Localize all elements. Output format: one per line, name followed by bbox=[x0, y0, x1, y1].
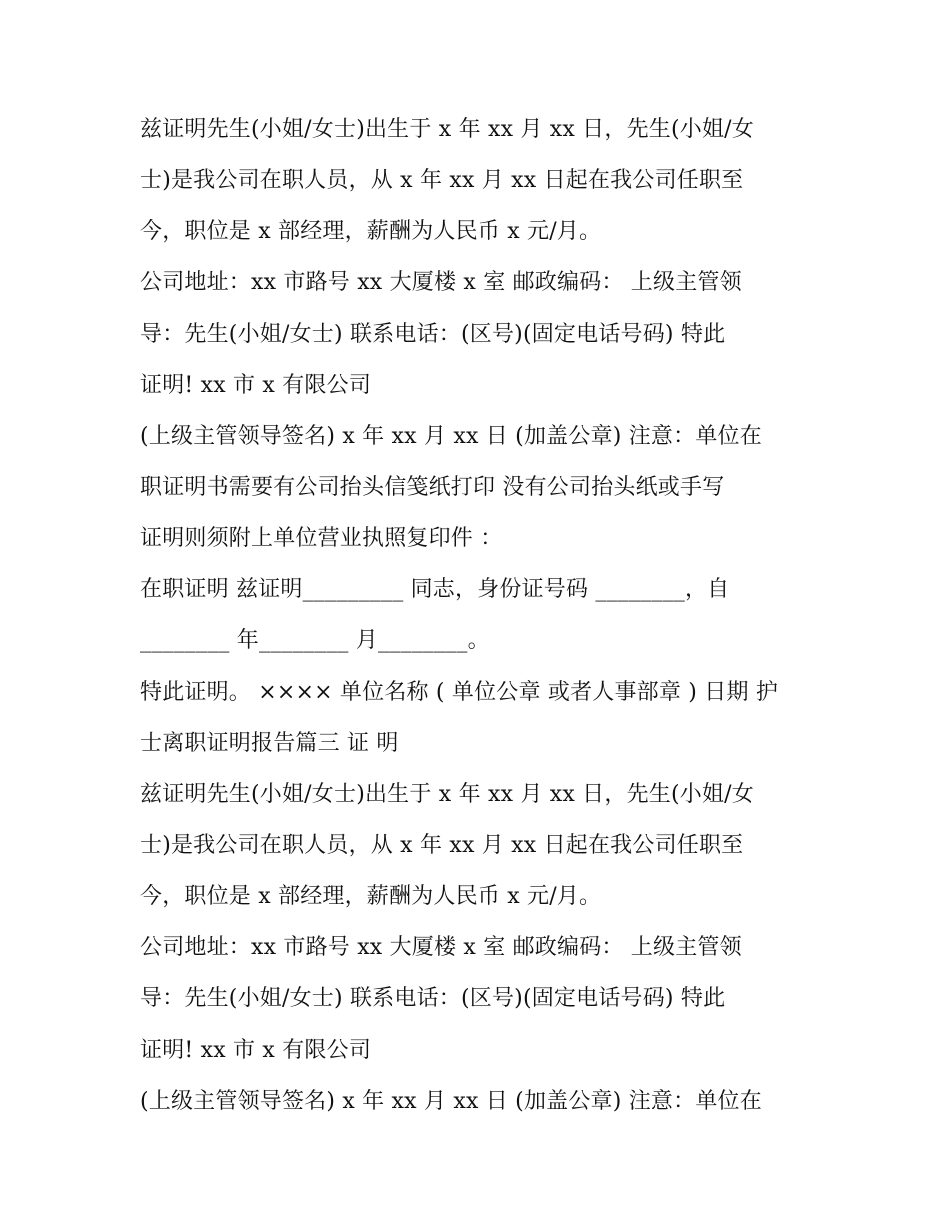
text-line: ________ 年________ 月________。 bbox=[140, 628, 490, 654]
text-line: 公司地址：xx 市路号 xx 大厦楼 x 室 邮政编码： 上级主管领 bbox=[140, 935, 742, 961]
text-line: 职证明书需要有公司抬头信笺纸打印 没有公司抬头纸或手写 bbox=[140, 474, 725, 500]
text-line: 士)是我公司在职人员，从 x 年 xx 月 xx 日起在我公司任职至 bbox=[140, 168, 744, 194]
text-line: 导：先生(小姐/女士) 联系电话：(区号)(固定电话号码) 特此 bbox=[140, 986, 726, 1012]
text-line: 导：先生(小姐/女士) 联系电话：(区号)(固定电话号码) 特此 bbox=[140, 321, 726, 347]
text-line: 今，职位是 x 部经理，薪酬为人民币 x 元/月。 bbox=[140, 219, 602, 245]
text-line: 士)是我公司在职人员，从 x 年 xx 月 xx 日起在我公司任职至 bbox=[140, 832, 744, 858]
text-line: 士离职证明报告篇三 证 明 bbox=[140, 730, 399, 756]
text-line: 证明则须附上单位营业执照复印件 ： bbox=[140, 526, 503, 552]
document-body bbox=[140, 104, 820, 1127]
text-line: 证明! xx 市 x 有限公司 bbox=[140, 1037, 372, 1063]
text-line: 在职证明 兹证明_________ 同志，身份证号码 ________，自 bbox=[140, 577, 730, 603]
text-line: (上级主管领导签名) x 年 xx 月 xx 日 (加盖公章) 注意：单位在 bbox=[140, 1088, 762, 1114]
text-line: (上级主管领导签名) x 年 xx 月 xx 日 (加盖公章) 注意：单位在 bbox=[140, 423, 762, 449]
text-line: 公司地址：xx 市路号 xx 大厦楼 x 室 邮政编码： 上级主管领 bbox=[140, 270, 742, 296]
text-line: 兹证明先生(小姐/女士)出生于 x 年 xx 月 xx 日，先生(小姐/女 bbox=[140, 781, 754, 807]
text-line: 兹证明先生(小姐/女士)出生于 x 年 xx 月 xx 日，先生(小姐/女 bbox=[140, 117, 754, 142]
text-line: 特此证明。 ×××× 单位名称 ( 单位公章 或者人事部章 ) 日期 护 bbox=[140, 679, 779, 705]
text-line: 证明! xx 市 x 有限公司 bbox=[140, 372, 372, 398]
text-line: 今，职位是 x 部经理，薪酬为人民币 x 元/月。 bbox=[140, 884, 602, 910]
